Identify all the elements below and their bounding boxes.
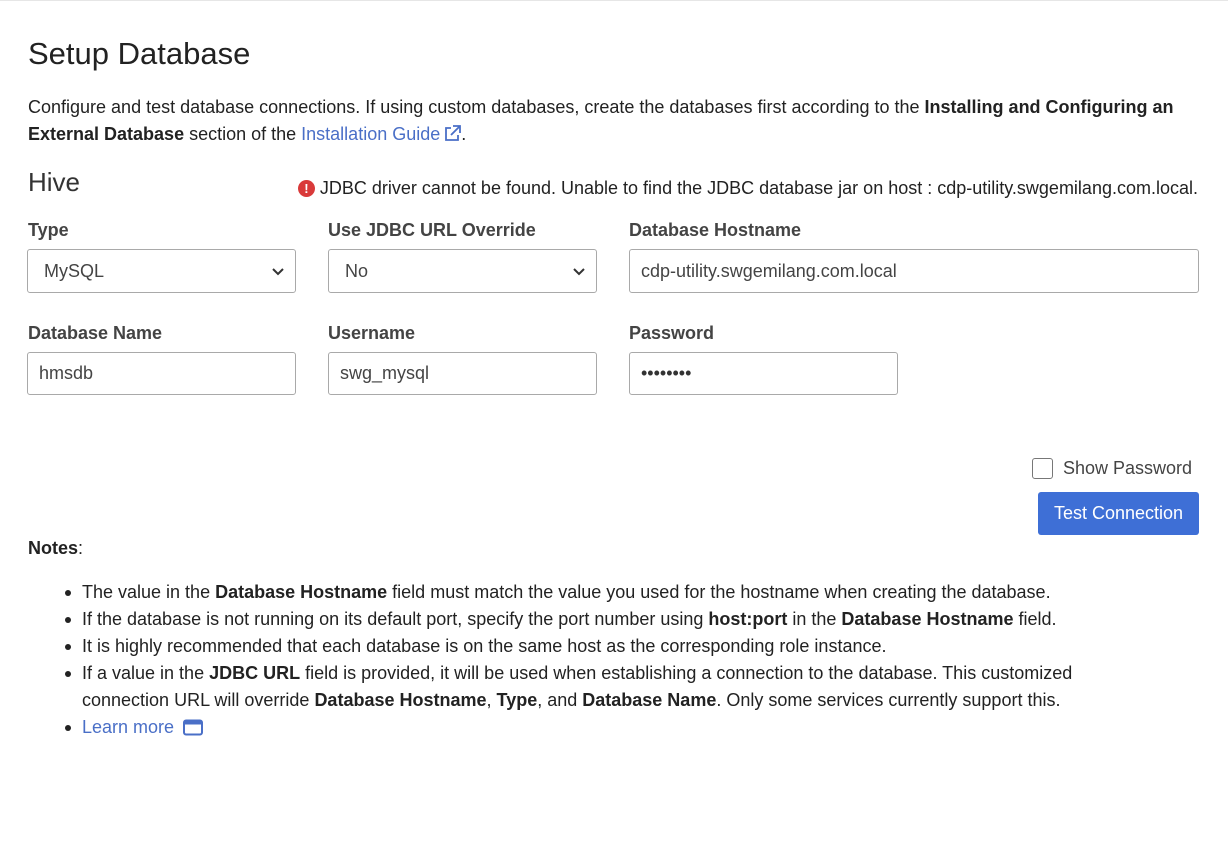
notes-list	[82, 579, 1162, 741]
chevron-down-icon	[271, 264, 285, 278]
password-label: Password	[629, 323, 715, 343]
dbname-input[interactable]: hmsdb	[27, 352, 296, 395]
top-divider	[0, 0, 1228, 1]
list-item: The value in the Database Hostname field must match the value you used for the hostname when creating the database.	[82, 579, 1162, 606]
new-window-icon	[183, 719, 203, 736]
intro-bold-text: Installing and Configuring an External Database	[28, 97, 1174, 144]
external-link-icon	[443, 125, 461, 142]
type-select[interactable]: MySQL	[27, 249, 296, 293]
section-title-hive: Hive	[28, 167, 81, 197]
page-intro: Configure and test database connections. If using custom databases, create the databases first according to the Installing and Configuring an External Database section of the Installation Guide .	[28, 97, 1174, 144]
notes-heading: Notes:	[28, 538, 84, 558]
learn-more-link[interactable]: Learn more	[82, 717, 203, 737]
username-label: Username	[328, 323, 416, 343]
list-item: It is highly recommended that each database is on the same host as the corresponding role instance.	[82, 633, 1162, 660]
error-text: JDBC driver cannot be found. Unable to find the JDBC database jar on host : cdp-utility.swgemilang.com.local.	[319, 178, 1198, 198]
jdbc-override-label: Use JDBC URL Override	[328, 220, 536, 240]
error-icon: !	[298, 180, 315, 197]
intro-text-2: section of the	[184, 124, 302, 144]
installation-guide-link[interactable]: Installation Guide	[301, 124, 461, 144]
page-title: Setup Database	[28, 36, 251, 71]
intro-text: Configure and test database connections. If using custom databases, create the databases first according to the	[28, 97, 925, 117]
password-input[interactable]: ••••••••	[629, 352, 898, 395]
username-input[interactable]: swg_mysql	[328, 352, 597, 395]
hostname-input[interactable]: cdp-utility.swgemilang.com.local	[629, 249, 1199, 293]
show-password-checkbox[interactable]	[1032, 458, 1053, 479]
hostname-label: Database Hostname	[629, 220, 802, 240]
jdbc-error-message	[298, 178, 1198, 199]
list-item: If a value in the JDBC URL field is provided, it will be used when establishing a connection to the database. This customized connection URL will override Database Hostname, Type, and Database Name. Only some services currently support this.	[82, 660, 1162, 714]
test-connection-button[interactable]: Test Connection	[1038, 492, 1199, 535]
chevron-down-icon	[572, 264, 586, 278]
dbname-label: Database Name	[28, 323, 163, 343]
type-label: Type	[28, 220, 69, 240]
list-item	[82, 714, 1162, 741]
show-password-label: Show Password	[1063, 458, 1193, 478]
list-item: If the database is not running on its default port, specify the port number using host:port in the Database Hostname field.	[82, 606, 1162, 633]
jdbc-override-select[interactable]: No	[328, 249, 597, 293]
show-password-toggle[interactable]	[1032, 458, 1192, 479]
